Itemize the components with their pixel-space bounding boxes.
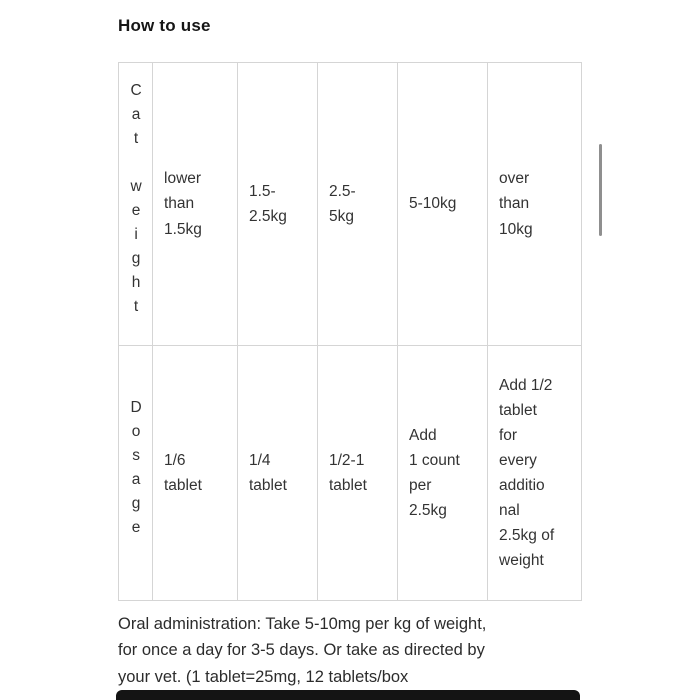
usage-note: Oral administration: Take 5-10mg per kg of weight, for once a day for 3-5 days. Or take as directed by your vet. (1 tablet=25mg, 12 tablets/box (118, 615, 487, 686)
table-cell-dosage-2: 1/4 tablet (238, 346, 318, 601)
table-cell-dosage-4: Add 1 count per 2.5kg (398, 346, 488, 601)
row-header-dosage (119, 346, 153, 601)
table-cell-weight-4: 5-10kg (398, 63, 488, 346)
table-row-dosage (119, 346, 582, 601)
table-cell-dosage-3: 1/2-1 tablet (318, 346, 398, 601)
table-cell-weight-5: over than 10kg (488, 63, 582, 346)
row-header-label: Cat weight (127, 81, 145, 322)
table-cell-weight-2: 1.5- 2.5kg (238, 63, 318, 346)
table-row-cat-weight (119, 63, 582, 346)
dosage-table (118, 62, 582, 601)
table-cell-dosage-5: Add 1/2 tablet for every additio nal 2.5kg of weight (488, 346, 582, 601)
row-header-label: Dosage (127, 398, 145, 543)
row-header-cat-weight (119, 63, 153, 346)
table-cell-dosage-1: 1/6 tablet (153, 346, 238, 601)
table-cell-weight-1: lower than 1.5kg (153, 63, 238, 346)
section-title: How to use (118, 16, 211, 35)
next-section-edge (116, 690, 580, 700)
table-cell-weight-3: 2.5- 5kg (318, 63, 398, 346)
scrollbar-thumb[interactable] (599, 144, 602, 236)
